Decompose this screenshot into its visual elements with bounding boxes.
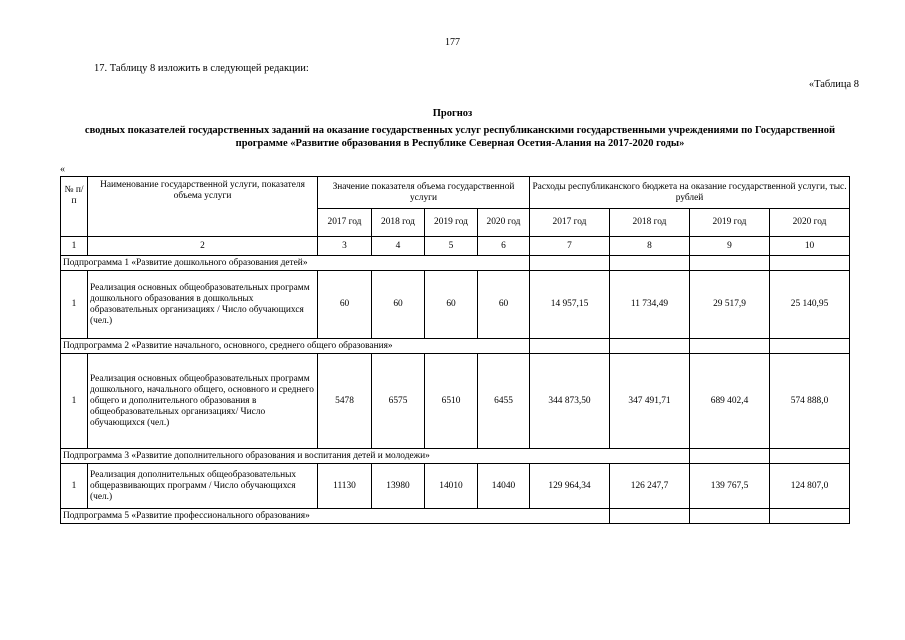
expense-value: 347 491,71 (610, 354, 690, 449)
subprogram-row (61, 256, 850, 271)
header-volume-year: 2017 год (318, 209, 372, 237)
expense-value: 25 140,95 (770, 271, 850, 339)
forecast-table (60, 176, 850, 524)
expense-value: 124 807,0 (770, 464, 850, 509)
column-number: 7 (530, 237, 610, 256)
empty-cell (530, 256, 610, 271)
service-name: Реализация дополнительных общеобразовательных общеразвивающих программ / Число обучающихся (чел.) (88, 464, 318, 509)
empty-cell (690, 339, 770, 354)
document-title: Прогноз (432, 108, 473, 119)
column-number: 9 (690, 237, 770, 256)
volume-value: 14040 (478, 464, 530, 509)
column-number: 5 (425, 237, 478, 256)
subprogram-row (61, 509, 850, 524)
opening-quote: « (60, 164, 65, 175)
table-row (61, 271, 850, 339)
volume-value: 6455 (478, 354, 530, 449)
header-volume-year: 2019 год (425, 209, 478, 237)
expense-value: 29 517,9 (690, 271, 770, 339)
expense-value: 344 873,50 (530, 354, 610, 449)
table-row (61, 354, 850, 449)
expense-value: 14 957,15 (530, 271, 610, 339)
empty-cell (770, 449, 850, 464)
column-number: 2 (88, 237, 318, 256)
subprogram-title: Подпрограмма 3 «Развитие дополнительного образования и воспитания детей и молодежи» (61, 449, 690, 464)
subprogram-title: Подпрограмма 1 «Развитие дошкольного образования детей» (61, 256, 530, 271)
column-number-row (61, 237, 850, 256)
intro-text: 17. Таблицу 8 изложить в следующей редакции: (94, 63, 309, 74)
service-name: Реализация основных общеобразовательных программ дошкольного образования в дошкольных образовательных организациях / Число обучающихся (чел.) (88, 271, 318, 339)
expense-value: 689 402,4 (690, 354, 770, 449)
table-row (61, 464, 850, 509)
volume-value: 60 (372, 271, 425, 339)
header-volume-year: 2020 год (478, 209, 530, 237)
empty-cell (530, 339, 610, 354)
column-number: 10 (770, 237, 850, 256)
volume-value: 6510 (425, 354, 478, 449)
volume-value: 11130 (318, 464, 372, 509)
expense-value: 574 888,0 (770, 354, 850, 449)
column-number: 8 (610, 237, 690, 256)
subprogram-title: Подпрограмма 5 «Развитие профессионального образования» (61, 509, 610, 524)
table-reference: «Таблица 8 (808, 79, 859, 90)
volume-value: 60 (478, 271, 530, 339)
empty-cell (690, 256, 770, 271)
volume-value: 13980 (372, 464, 425, 509)
header-volume-year: 2018 год (372, 209, 425, 237)
empty-cell (610, 509, 690, 524)
subprogram-row (61, 449, 850, 464)
expense-value: 11 734,49 (610, 271, 690, 339)
subprogram-title: Подпрограмма 2 «Развитие начального, основного, среднего общего образования» (61, 339, 530, 354)
expense-value: 126 247,7 (610, 464, 690, 509)
volume-value: 5478 (318, 354, 372, 449)
header-num: № п/п (61, 177, 88, 237)
header-expense-year: 2019 год (690, 209, 770, 237)
row-number: 1 (61, 354, 88, 449)
header-row-1 (61, 177, 850, 209)
header-expense-group: Расходы республиканского бюджета на оказание государственной услуги, тыс. рублей (530, 177, 850, 209)
expense-value: 129 964,34 (530, 464, 610, 509)
expense-value: 139 767,5 (690, 464, 770, 509)
volume-value: 14010 (425, 464, 478, 509)
column-number: 6 (478, 237, 530, 256)
header-expense-year: 2018 год (610, 209, 690, 237)
volume-value: 60 (318, 271, 372, 339)
empty-cell (610, 339, 690, 354)
row-number: 1 (61, 464, 88, 509)
empty-cell (770, 339, 850, 354)
empty-cell (690, 449, 770, 464)
empty-cell (690, 509, 770, 524)
page-number: 177 (445, 37, 460, 48)
empty-cell (770, 509, 850, 524)
volume-value: 6575 (372, 354, 425, 449)
column-number: 3 (318, 237, 372, 256)
header-expense-year: 2017 год (530, 209, 610, 237)
service-name: Реализация основных общеобразовательных программ дошкольного, начального общего, основного и среднего общего и дополнительного образования в общеобразовательных организациях/ Число обучающихся (чел.) (88, 354, 318, 449)
empty-cell (610, 256, 690, 271)
document-subtitle: сводных показателей государственных заданий на оказание государственных услуг республиканскими государственными учреждениями по Государственной программе «Развитие образования в Республике Северная Осетия-Алания на 2017-2020 годы» (84, 125, 836, 149)
empty-cell (770, 256, 850, 271)
header-expense-year: 2020 год (770, 209, 850, 237)
row-number: 1 (61, 271, 88, 339)
column-number: 1 (61, 237, 88, 256)
header-name: Наименование государственной услуги, показателя объема услуги (88, 177, 318, 237)
column-number: 4 (372, 237, 425, 256)
subprogram-row (61, 339, 850, 354)
header-volume-group: Значение показателя объема государственной услуги (318, 177, 530, 209)
volume-value: 60 (425, 271, 478, 339)
